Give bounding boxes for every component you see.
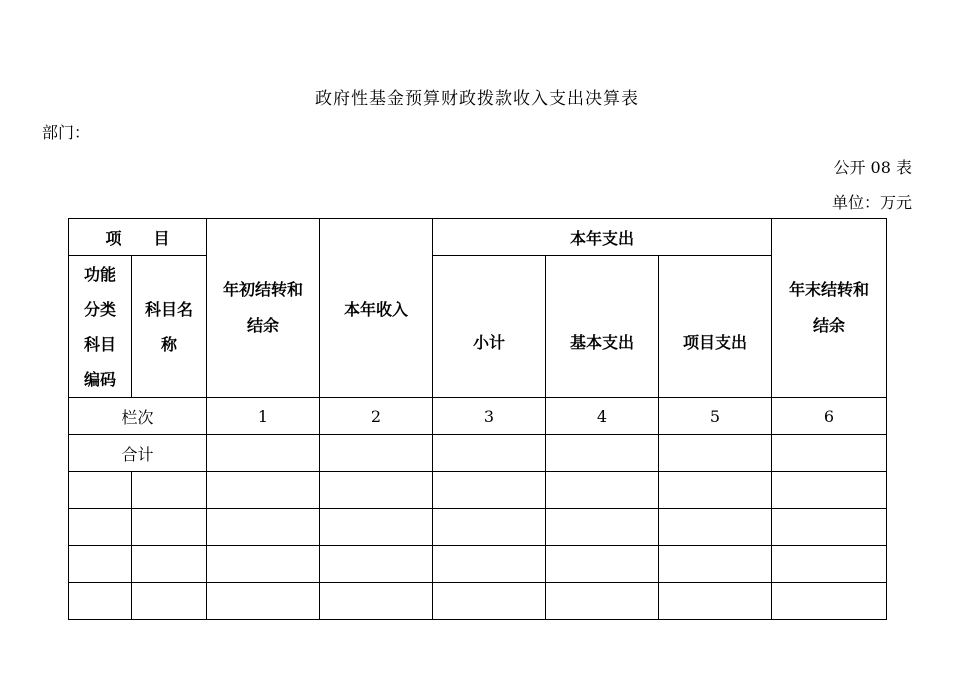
table-cell (207, 583, 320, 620)
table-cell (772, 509, 887, 546)
total-cell (207, 435, 320, 472)
column-index-label: 栏次 (69, 398, 207, 435)
header-item: 项 目 (69, 219, 207, 256)
column-number-3: 3 (433, 398, 546, 435)
table-cell (207, 546, 320, 583)
total-row (69, 435, 887, 472)
table-cell (132, 509, 207, 546)
header-func-code (69, 256, 132, 398)
header-current-income: 本年收入 (320, 219, 433, 398)
table-cell (546, 583, 659, 620)
table-cell (659, 472, 772, 509)
total-cell (659, 435, 772, 472)
header-opening-balance-line1: 年初结转和 (223, 280, 304, 299)
table-cell (772, 583, 887, 620)
header-func-code-line1: 功能 (83, 264, 116, 284)
table-cell (546, 472, 659, 509)
header-closing-balance-line1: 年末结转和 (789, 280, 870, 299)
table-cell (69, 472, 132, 509)
table-cell (772, 546, 887, 583)
header-subtotal: 小计 (433, 256, 546, 398)
table-cell (659, 546, 772, 583)
table-cell (132, 546, 207, 583)
column-number-5: 5 (659, 398, 772, 435)
total-cell (320, 435, 433, 472)
column-number-6: 6 (772, 398, 887, 435)
budget-table (68, 218, 887, 620)
table-row (69, 472, 887, 509)
header-func-code-line4: 编码 (83, 369, 116, 389)
column-number-1: 1 (207, 398, 320, 435)
table-cell (659, 583, 772, 620)
table-cell (433, 472, 546, 509)
table-cell (320, 472, 433, 509)
table-cell (320, 583, 433, 620)
table-row (69, 583, 887, 620)
header-basic-expense: 基本支出 (546, 256, 659, 398)
page-title: 政府性基金预算财政拨款收入支出决算表 (315, 89, 639, 109)
total-cell (772, 435, 887, 472)
table-cell (546, 509, 659, 546)
header-func-code-line3: 科目 (83, 334, 116, 354)
table-cell (132, 472, 207, 509)
table-cell (659, 509, 772, 546)
table-cell (69, 546, 132, 583)
table-cell (433, 583, 546, 620)
header-subject-name-line2: 称 (161, 334, 178, 354)
header-closing-balance (772, 219, 887, 398)
header-closing-balance-line2: 结余 (813, 316, 846, 335)
header-func-code-line2: 分类 (83, 299, 116, 319)
table-cell (207, 509, 320, 546)
table-cell (69, 583, 132, 620)
column-number-2: 2 (320, 398, 433, 435)
table-cell (69, 509, 132, 546)
table-row (69, 546, 887, 583)
form-number: 公开 08 表 (833, 158, 912, 177)
column-number-4: 4 (546, 398, 659, 435)
table-cell (772, 472, 887, 509)
table-row (69, 509, 887, 546)
table-cell (320, 546, 433, 583)
header-subject-name-line1: 科目名 (145, 299, 194, 319)
table-cell (207, 472, 320, 509)
table-cell (433, 509, 546, 546)
column-index-row (69, 398, 887, 435)
header-project-expense: 项目支出 (659, 256, 772, 398)
header-opening-balance-line2: 结余 (247, 316, 280, 335)
unit-label: 单位：万元 (831, 193, 912, 212)
header-subject-name (132, 256, 207, 398)
total-label: 合计 (69, 435, 207, 472)
table-cell (433, 546, 546, 583)
table-cell (132, 583, 207, 620)
header-opening-balance (207, 219, 320, 398)
header-current-expense: 本年支出 (433, 219, 772, 256)
table-cell (546, 546, 659, 583)
total-cell (546, 435, 659, 472)
department-label: 部门： (42, 123, 91, 142)
table-cell (320, 509, 433, 546)
total-cell (433, 435, 546, 472)
